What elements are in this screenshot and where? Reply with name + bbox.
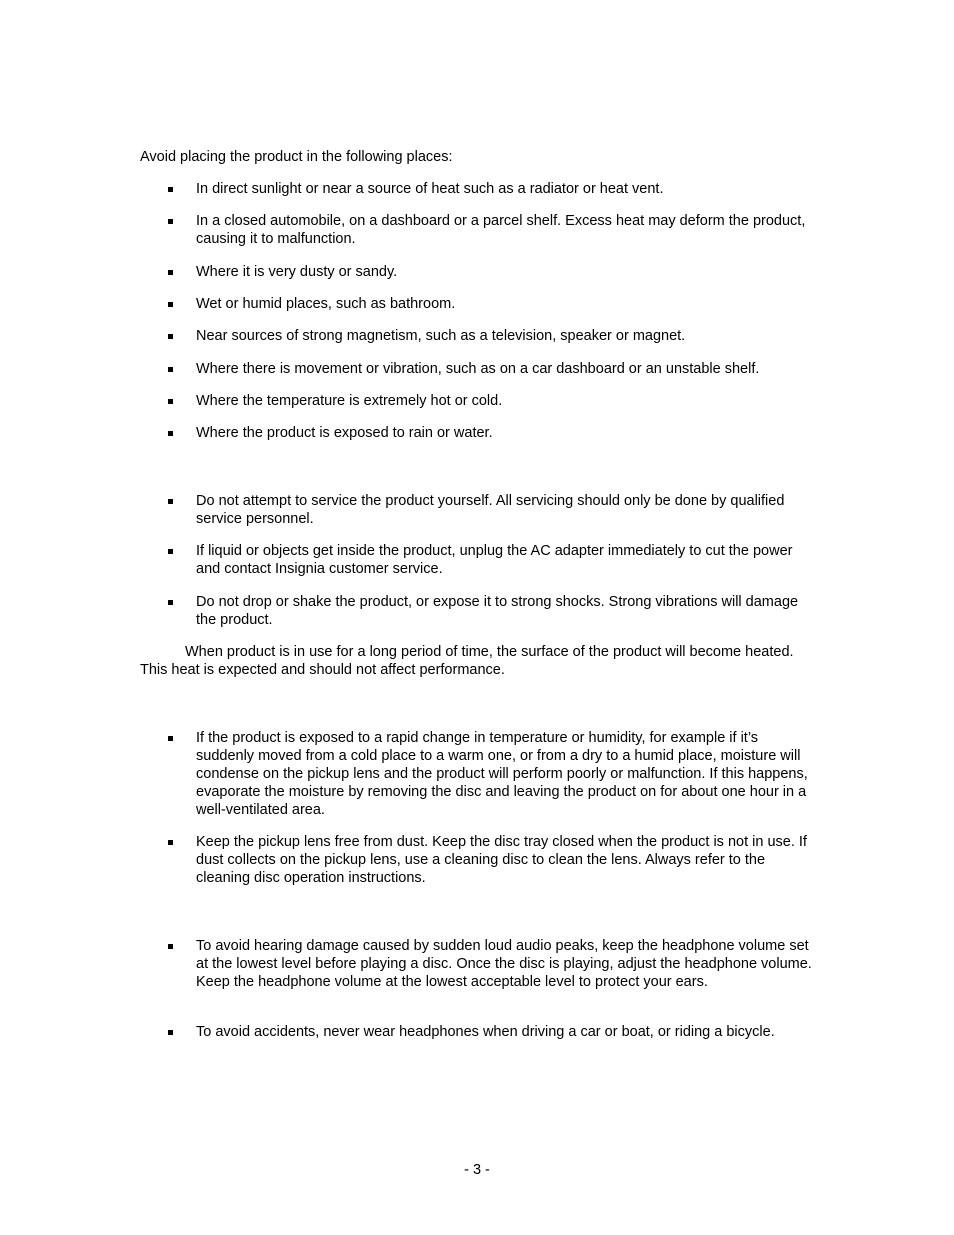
bullet-icon [167,593,179,611]
list-item-text: In direct sunlight or near a source of heat such as a radiator or heat vent. [196,181,664,197]
list-item-text: If the product is exposed to a rapid change in temperature or humidity, for example if it’s suddenly moved from a cold place to a warm one, or from a dry to a humid place, moisture will condense on the pickup lens and the product will perform poorly or malfunction. If this happens, evaporate the moisture by removing the disc and leaving the product on for about one hour in a well-ventilated area. [196,730,808,818]
bullet-icon [167,833,179,851]
list-item-text: Near sources of strong magnetism, such as a television, speaker or magnet. [196,328,686,344]
bullet-icon [167,327,179,345]
heat-note: When product is in use for a long period of time, the surface of the product will become heated. This heat is expected and should not affect performance. [140,644,794,678]
list-item [167,360,817,378]
bullet-icon [167,1023,179,1041]
list-item [167,263,817,281]
list-item [167,1023,817,1041]
list-item [167,542,817,578]
list-item-text: Where the temperature is extremely hot or cold. [196,393,503,409]
page-number: - 3 - [464,1162,490,1178]
list-item [167,833,817,887]
bullet-icon [167,542,179,560]
bullet-icon [167,212,179,230]
list-item [167,424,817,442]
list-item-text: Wet or humid places, such as bathroom. [196,296,456,312]
bullet-icon [167,180,179,198]
bullet-icon [167,263,179,281]
bullet-icon [167,295,179,313]
list-item-text: Where the product is exposed to rain or water. [196,425,493,441]
list-item [167,937,817,991]
bullet-icon [167,729,179,747]
list-item-text: Where there is movement or vibration, such as on a car dashboard or an unstable shelf. [196,361,760,377]
list-item [167,392,817,410]
list-item [167,492,817,528]
list-item [167,295,817,313]
list-item [167,729,817,819]
bullet-icon [167,937,179,955]
placement-intro: Avoid placing the product in the following places: [140,149,453,165]
bullet-icon [167,360,179,378]
list-item [167,180,817,198]
list-item-text: To avoid accidents, never wear headphones when driving a car or boat, or riding a bicycle. [196,1024,775,1040]
bullet-icon [167,392,179,410]
bullet-icon [167,492,179,510]
list-item-text: In a closed automobile, on a dashboard or a parcel shelf. Excess heat may deform the product, causing it to malfunction. [196,213,806,247]
bullet-icon [167,424,179,442]
list-item-text: Do not attempt to service the product yourself. All servicing should only be done by qualified service personnel. [196,493,785,527]
list-item-text: If liquid or objects get inside the product, unplug the AC adapter immediately to cut the power and contact Insignia customer service. [196,543,793,577]
list-item-text: Keep the pickup lens free from dust. Keep the disc tray closed when the product is not in use. If dust collects on the pickup lens, use a cleaning disc to clean the lens. Always refer to the cleaning disc operation instructions. [196,834,807,886]
list-item-text: Where it is very dusty or sandy. [196,264,398,280]
list-item [167,593,817,629]
list-item-text: To avoid hearing damage caused by sudden loud audio peaks, keep the headphone volume set at the lowest level before playing a disc. Once the disc is playing, adjust the headphone volume. Keep the headphone volume at the lowest acceptable level to protect your ears. [196,938,812,990]
list-item-text: Do not drop or shake the product, or expose it to strong shocks. Strong vibrations will damage the product. [196,594,799,628]
list-item [167,212,817,248]
list-item [167,327,817,345]
